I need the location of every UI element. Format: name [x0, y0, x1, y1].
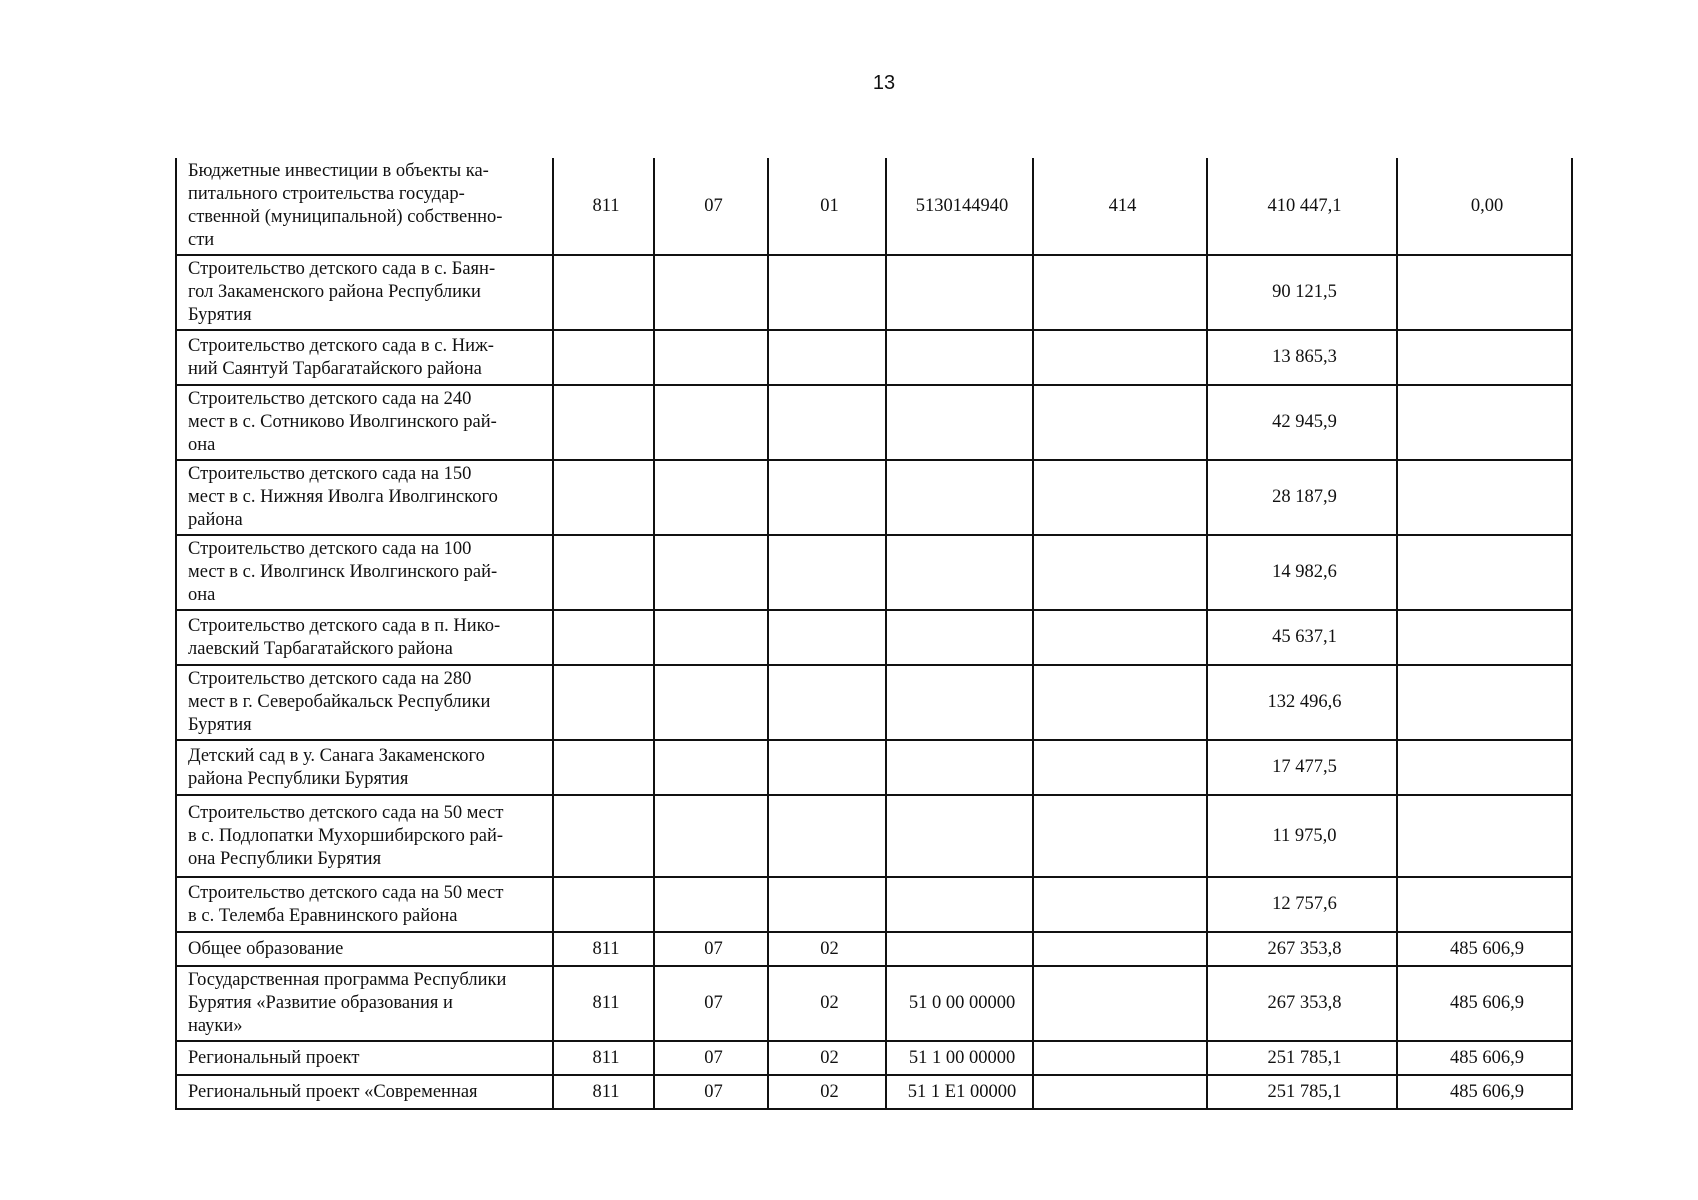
cell-amount-1: 14 982,6	[1207, 535, 1397, 610]
cell-amount-2	[1397, 385, 1572, 460]
table-row	[176, 795, 1572, 877]
cell-name	[176, 330, 553, 385]
cell-name-line: мест в г. Северобайкальск Республики	[188, 692, 491, 712]
cell-name	[176, 665, 553, 740]
cell-name-line: Региональный проект «Современная	[188, 1081, 478, 1102]
cell-amount-1: 28 187,9	[1207, 460, 1397, 535]
budget-table	[175, 158, 1573, 1110]
cell-name-line: ний Саянтуй Тарбагатайского района	[188, 358, 482, 379]
cell-amount-2	[1397, 330, 1572, 385]
cell-grbs-code: 811	[553, 1041, 654, 1075]
cell-grbs-code	[553, 665, 654, 740]
cell-section	[654, 610, 768, 665]
cell-section: 07	[654, 932, 768, 966]
cell-amount-2: 485 606,9	[1397, 932, 1572, 966]
cell-subsection	[768, 385, 886, 460]
cell-subsection	[768, 877, 886, 932]
cell-section	[654, 795, 768, 877]
cell-name-line: мест в с. Сотниково Иволгинского рай-	[188, 412, 497, 432]
cell-name-line: ственной (муниципальной) собственно-	[188, 207, 503, 227]
cell-grbs-code: 811	[553, 1075, 654, 1109]
cell-name	[176, 1075, 553, 1109]
cell-amount-2	[1397, 255, 1572, 330]
cell-section	[654, 535, 768, 610]
cell-name-line: в с. Подлопатки Мухоршибирского рай-	[188, 825, 504, 846]
cell-grbs-code	[553, 460, 654, 535]
cell-grbs-code	[553, 330, 654, 385]
cell-expense-type	[1033, 330, 1207, 385]
cell-subsection: 02	[768, 966, 886, 1041]
cell-grbs-code	[553, 535, 654, 610]
cell-grbs-code	[553, 877, 654, 932]
cell-name-line: Строительство детского сада в п. Нико-	[188, 615, 501, 636]
cell-subsection	[768, 795, 886, 877]
cell-expense-type	[1033, 795, 1207, 877]
cell-target-article	[886, 535, 1033, 610]
cell-name-line: района	[188, 510, 243, 530]
cell-section	[654, 665, 768, 740]
cell-section	[654, 460, 768, 535]
cell-section	[654, 330, 768, 385]
cell-section	[654, 740, 768, 795]
cell-name	[176, 535, 553, 610]
cell-target-article: 51 0 00 00000	[886, 966, 1033, 1041]
table-row	[176, 535, 1572, 610]
cell-expense-type	[1033, 255, 1207, 330]
cell-subsection	[768, 740, 886, 795]
cell-amount-2	[1397, 610, 1572, 665]
cell-subsection: 01	[768, 158, 886, 255]
cell-name-line: гол Закаменского района Республики	[188, 282, 481, 302]
cell-grbs-code	[553, 740, 654, 795]
table-row	[176, 877, 1572, 932]
page-number: 13	[872, 72, 896, 94]
cell-name	[176, 460, 553, 535]
cell-target-article	[886, 330, 1033, 385]
cell-name-line: Строительство детского сада на 100	[188, 539, 472, 559]
cell-name	[176, 610, 553, 665]
cell-expense-type	[1033, 966, 1207, 1041]
cell-expense-type	[1033, 740, 1207, 795]
cell-name-line: Строительство детского сада в с. Ниж-	[188, 335, 494, 356]
table-row	[176, 330, 1572, 385]
cell-subsection	[768, 665, 886, 740]
table-row	[176, 385, 1572, 460]
cell-amount-1: 267 353,8	[1207, 966, 1397, 1041]
cell-subsection	[768, 460, 886, 535]
table-body	[176, 158, 1572, 1109]
cell-name	[176, 795, 553, 877]
cell-section: 07	[654, 158, 768, 255]
cell-amount-1: 12 757,6	[1207, 877, 1397, 932]
table-row	[176, 932, 1572, 966]
cell-amount-1: 410 447,1	[1207, 158, 1397, 255]
cell-amount-2: 485 606,9	[1397, 966, 1572, 1041]
cell-amount-2	[1397, 740, 1572, 795]
cell-amount-1: 251 785,1	[1207, 1075, 1397, 1109]
cell-target-article	[886, 740, 1033, 795]
cell-amount-2	[1397, 535, 1572, 610]
cell-grbs-code	[553, 610, 654, 665]
cell-amount-1: 17 477,5	[1207, 740, 1397, 795]
cell-grbs-code: 811	[553, 158, 654, 255]
cell-subsection: 02	[768, 1041, 886, 1075]
cell-target-article: 51 1 Е1 00000	[886, 1075, 1033, 1109]
cell-expense-type	[1033, 535, 1207, 610]
cell-target-article	[886, 460, 1033, 535]
cell-name-line: Бюджетные инвестиции в объекты ка-	[188, 161, 489, 181]
table-row	[176, 460, 1572, 535]
cell-name-line: она Республики Бурятия	[188, 848, 382, 869]
cell-subsection	[768, 255, 886, 330]
cell-amount-2	[1397, 877, 1572, 932]
cell-name	[176, 966, 553, 1041]
cell-name-line: в с. Телемба Еравнинского района	[188, 905, 458, 926]
cell-name-line: питального строительства государ-	[188, 184, 465, 204]
cell-amount-1: 13 865,3	[1207, 330, 1397, 385]
cell-name-line: Строительство детского сада в с. Баян-	[188, 259, 496, 279]
cell-target-article	[886, 932, 1033, 966]
cell-name-line: она	[188, 435, 216, 455]
cell-name-line: района Республики Бурятия	[188, 768, 409, 789]
cell-amount-1: 132 496,6	[1207, 665, 1397, 740]
cell-amount-1: 267 353,8	[1207, 932, 1397, 966]
cell-name-line: Детский сад в у. Санага Закаменского	[188, 745, 485, 766]
table-row	[176, 665, 1572, 740]
cell-grbs-code: 811	[553, 966, 654, 1041]
cell-expense-type	[1033, 1075, 1207, 1109]
cell-amount-1: 45 637,1	[1207, 610, 1397, 665]
cell-name-line: науки»	[188, 1016, 243, 1036]
cell-name-line: сти	[188, 230, 215, 250]
table-row	[176, 740, 1572, 795]
table-row	[176, 1075, 1572, 1109]
cell-target-article: 51 1 00 00000	[886, 1041, 1033, 1075]
cell-name-line: Строительство детского сада на 50 мест	[188, 882, 504, 903]
cell-name-line: Государственная программа Республики	[188, 970, 507, 990]
cell-name-line: она	[188, 585, 216, 605]
cell-name-line: Строительство детского сада на 50 мест	[188, 802, 504, 823]
cell-name-line: Общее образование	[188, 938, 344, 959]
cell-name	[176, 158, 553, 255]
cell-target-article	[886, 665, 1033, 740]
cell-target-article	[886, 385, 1033, 460]
cell-amount-1: 251 785,1	[1207, 1041, 1397, 1075]
table-row	[176, 255, 1572, 330]
cell-name	[176, 740, 553, 795]
cell-subsection	[768, 610, 886, 665]
cell-amount-2	[1397, 795, 1572, 877]
cell-section: 07	[654, 966, 768, 1041]
cell-name-line: Бурятия	[188, 715, 252, 735]
cell-subsection	[768, 535, 886, 610]
cell-grbs-code: 811	[553, 932, 654, 966]
cell-target-article	[886, 255, 1033, 330]
cell-target-article	[886, 877, 1033, 932]
cell-name-line: Строительство детского сада на 280	[188, 669, 472, 689]
table-row	[176, 610, 1572, 665]
cell-amount-2	[1397, 665, 1572, 740]
table-row	[176, 1041, 1572, 1075]
cell-name-line: мест в с. Иволгинск Иволгинского рай-	[188, 562, 498, 582]
table-row	[176, 966, 1572, 1041]
cell-name-line: Бурятия	[188, 305, 252, 325]
cell-amount-1: 42 945,9	[1207, 385, 1397, 460]
cell-target-article: 5130144940	[886, 158, 1033, 255]
cell-name-line: лаевский Тарбагатайского района	[188, 638, 453, 659]
cell-grbs-code	[553, 795, 654, 877]
cell-target-article	[886, 795, 1033, 877]
cell-expense-type	[1033, 610, 1207, 665]
cell-name	[176, 1041, 553, 1075]
cell-section: 07	[654, 1075, 768, 1109]
cell-target-article	[886, 610, 1033, 665]
cell-name-line: Строительство детского сада на 150	[188, 464, 472, 484]
cell-amount-1: 90 121,5	[1207, 255, 1397, 330]
cell-amount-2: 0,00	[1397, 158, 1572, 255]
cell-section: 07	[654, 1041, 768, 1075]
cell-amount-2: 485 606,9	[1397, 1041, 1572, 1075]
cell-name	[176, 385, 553, 460]
cell-name-line: Региональный проект	[188, 1047, 360, 1068]
cell-section	[654, 255, 768, 330]
cell-name-line: мест в с. Нижняя Иволга Иволгинского	[188, 487, 498, 507]
cell-expense-type	[1033, 385, 1207, 460]
cell-name	[176, 932, 553, 966]
cell-subsection: 02	[768, 932, 886, 966]
cell-expense-type: 414	[1033, 158, 1207, 255]
cell-name	[176, 255, 553, 330]
cell-subsection	[768, 330, 886, 385]
cell-section	[654, 877, 768, 932]
table-row	[176, 158, 1572, 255]
cell-amount-2: 485 606,9	[1397, 1075, 1572, 1109]
cell-expense-type	[1033, 460, 1207, 535]
cell-section	[654, 385, 768, 460]
cell-subsection: 02	[768, 1075, 886, 1109]
cell-grbs-code	[553, 385, 654, 460]
cell-expense-type	[1033, 877, 1207, 932]
cell-expense-type	[1033, 932, 1207, 966]
cell-expense-type	[1033, 1041, 1207, 1075]
cell-expense-type	[1033, 665, 1207, 740]
cell-name-line: Бурятия «Развитие образования и	[188, 993, 453, 1013]
cell-name-line: Строительство детского сада на 240	[188, 389, 472, 409]
cell-name	[176, 877, 553, 932]
cell-amount-1: 11 975,0	[1207, 795, 1397, 877]
cell-amount-2	[1397, 460, 1572, 535]
cell-grbs-code	[553, 255, 654, 330]
